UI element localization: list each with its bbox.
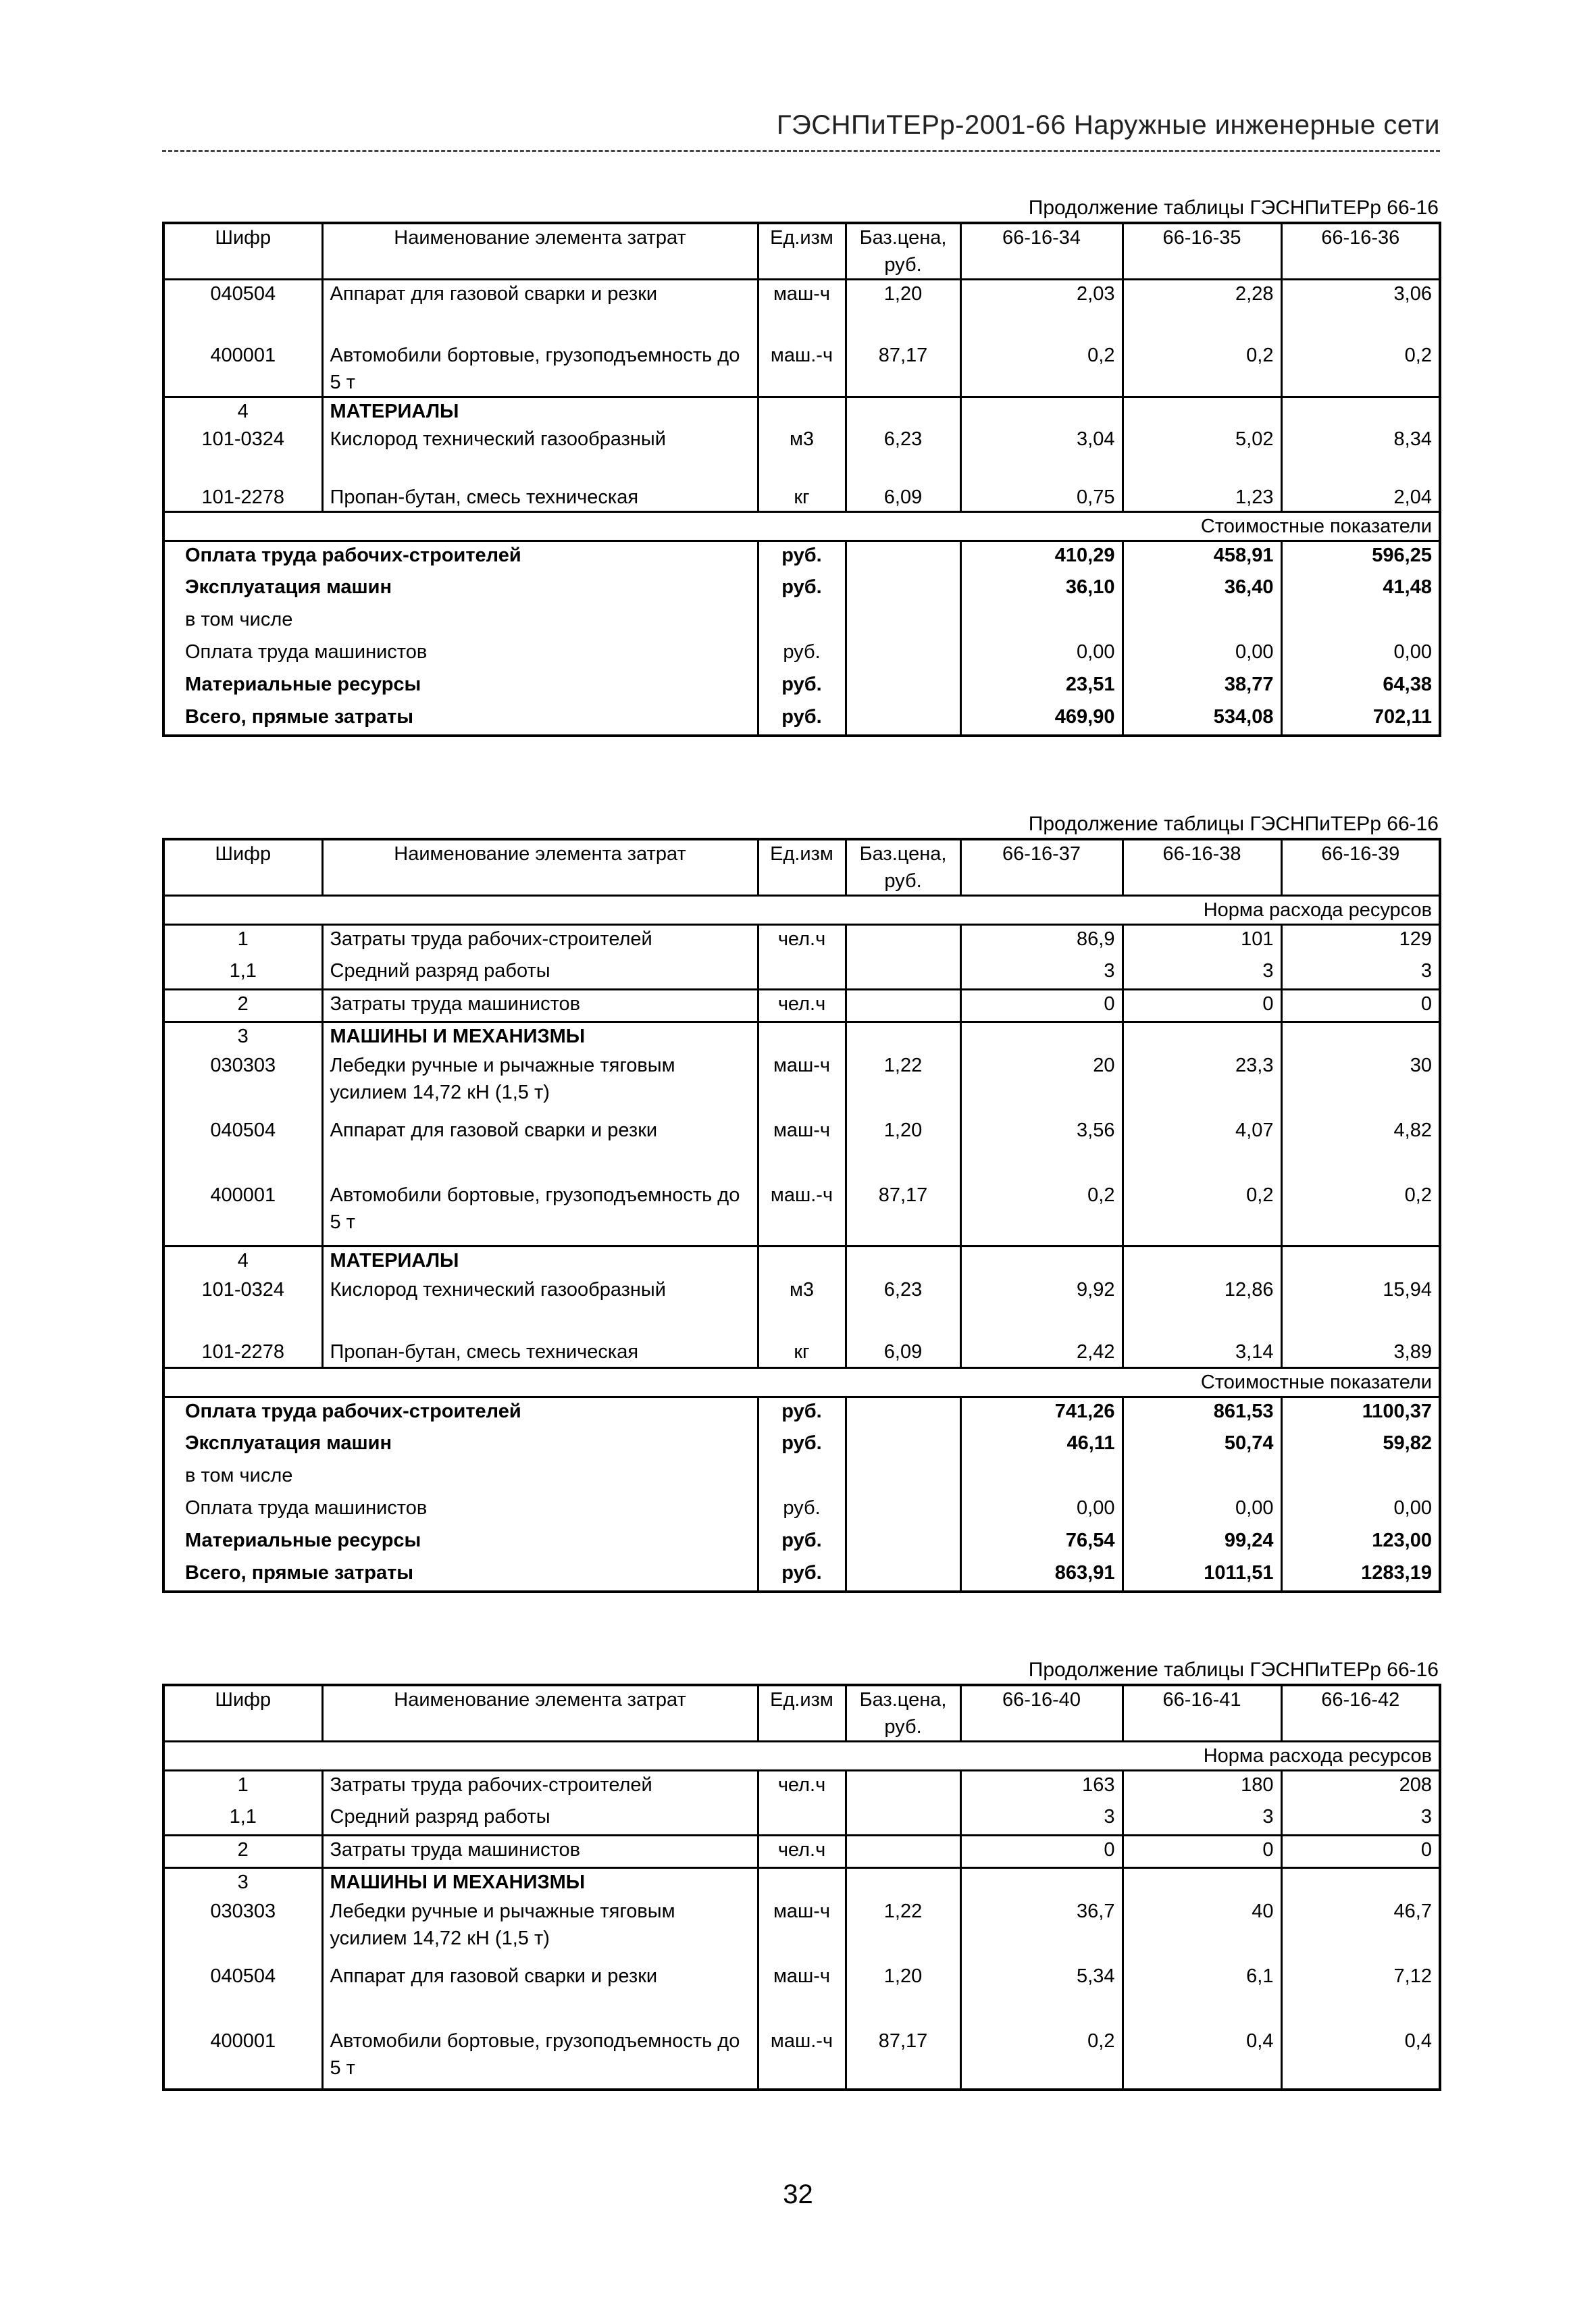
row-price: 1,20 — [846, 1117, 960, 1182]
table-row — [163, 327, 1440, 397]
table-row — [163, 2028, 1440, 2090]
cost-value-2: 36,40 — [1123, 574, 1281, 606]
col-header-code-1: 66-16-37 — [960, 839, 1123, 896]
section-row-materials — [163, 1247, 1440, 1276]
cost-value-1: 410,29 — [960, 541, 1123, 574]
row-code: 4 — [237, 1250, 249, 1272]
row-unit: м3 — [758, 1276, 846, 1338]
row-name: Аппарат для газовой сварки и резки — [322, 1117, 758, 1182]
row-code: 101-2278 — [163, 1338, 322, 1368]
row-price: 1,22 — [846, 1898, 960, 1963]
row-value-2: 5,02 — [1123, 426, 1281, 484]
row-name: МАТЕРИАЛЫ — [322, 397, 758, 426]
row-value-2: 3 — [1123, 1803, 1281, 1836]
table-row — [163, 280, 1440, 327]
row-code: 400001 — [210, 2030, 276, 2052]
col-header-code-2: 66-16-41 — [1123, 1685, 1281, 1742]
col-header-name: Наименование элемента затрат — [322, 1685, 758, 1742]
cost-unit: руб. — [758, 1559, 846, 1592]
table-row — [163, 1182, 1440, 1247]
table-row — [163, 426, 1440, 484]
row-price: 87,17 — [846, 327, 960, 397]
row-value-1: 3,04 — [960, 426, 1123, 484]
cost-value-1: 0,00 — [960, 638, 1123, 671]
cost-value-2: 0,00 — [1123, 1494, 1281, 1527]
cost-value-3: 596,25 — [1281, 541, 1440, 574]
row-value-2: 0,2 — [1123, 327, 1281, 397]
row-value-3: 0,2 — [1281, 1182, 1440, 1247]
row-value-2: 0 — [1123, 1836, 1281, 1868]
row-price: 6,23 — [846, 1276, 960, 1338]
row-name: Пропан-бутан, смесь техническая — [322, 484, 758, 512]
cost-value-1: 0,00 — [960, 1494, 1123, 1527]
row-code: 1,1 — [163, 1803, 322, 1836]
cost-label: Всего, прямые затраты — [185, 1561, 414, 1584]
row-value-3: 7,12 — [1281, 1963, 1440, 2028]
cost-value-2: 0,00 — [1123, 638, 1281, 671]
col-header-code-2: 66-16-35 — [1123, 223, 1281, 280]
row-value-3: 46,7 — [1281, 1898, 1440, 1963]
row-code: 101-0324 — [201, 1278, 285, 1301]
cost-label: в том числе — [185, 1464, 293, 1486]
cost-indicators-label-row — [163, 512, 1440, 541]
row-value-1: 86,9 — [960, 925, 1123, 957]
row-value-2: 1,23 — [1123, 484, 1281, 512]
row-value-3: 3,89 — [1281, 1338, 1440, 1368]
row-code: 030303 — [210, 1900, 276, 1922]
cost-unit: руб. — [758, 638, 846, 671]
row-unit: маш.-ч — [758, 1182, 846, 1247]
table-header-row — [163, 223, 1440, 280]
row-unit: маш-ч — [758, 1963, 846, 2028]
col-header-code-3: 66-16-39 — [1281, 839, 1440, 896]
row-code: 040504 — [210, 1965, 276, 1987]
cost-value-3: 123,00 — [1281, 1527, 1440, 1559]
row-code: 101-0324 — [201, 428, 285, 450]
table-row — [163, 1338, 1440, 1368]
row-unit: чел.ч — [758, 925, 846, 957]
cost-label: Оплата труда машинистов — [185, 640, 428, 663]
col-header-code: Шифр — [163, 223, 322, 280]
section-row-machines — [163, 1022, 1440, 1052]
row-unit: чел.ч — [758, 1771, 846, 1803]
resource-table-1 — [162, 222, 1441, 737]
cost-row — [163, 1494, 1440, 1527]
row-value-2: 0,4 — [1123, 2028, 1281, 2090]
row-value-1: 9,92 — [960, 1276, 1123, 1338]
row-unit: чел.ч — [758, 990, 846, 1022]
resource-table-3 — [162, 1684, 1441, 2091]
table-block-2 — [162, 811, 1439, 1593]
row-value-1: 36,7 — [960, 1898, 1123, 1963]
row-value-3: 2,04 — [1281, 484, 1440, 512]
row-name: Пропан-бутан, смесь техническая — [322, 1338, 758, 1368]
row-price: 6,09 — [846, 484, 960, 512]
cost-row — [163, 1559, 1440, 1592]
row-code: 400001 — [163, 327, 322, 397]
row-price: 87,17 — [846, 1182, 960, 1247]
row-name: Затраты труда рабочих-строителей — [322, 925, 758, 957]
row-value-1: 0 — [960, 1836, 1123, 1868]
row-value-2: 3 — [1123, 957, 1281, 990]
row-value-3: 3 — [1281, 1803, 1440, 1836]
row-value-3: 15,94 — [1281, 1276, 1440, 1338]
row-unit: маш-ч — [758, 1898, 846, 1963]
cost-value-2: 38,77 — [1123, 671, 1281, 703]
resource-norm-label: Норма расхода ресурсов — [163, 896, 1440, 925]
cost-value-1: 469,90 — [960, 703, 1123, 736]
table-row — [163, 1117, 1440, 1182]
table-row — [163, 957, 1440, 990]
cost-unit: руб. — [758, 1397, 846, 1430]
row-value-3: 0,2 — [1281, 327, 1440, 397]
cost-value-3: 1283,19 — [1281, 1559, 1440, 1592]
col-header-unit: Ед.изм — [758, 223, 846, 280]
row-name: Лебедки ручные и рычажные тяговым усилием 14,72 кН (1,5 т) — [322, 1898, 758, 1963]
row-value-1: 163 — [960, 1771, 1123, 1803]
row-code: 3 — [237, 1026, 249, 1047]
row-value-2: 0 — [1123, 990, 1281, 1022]
row-code: 1,1 — [163, 957, 322, 990]
cost-row — [163, 541, 1440, 574]
row-code: 2 — [163, 990, 322, 1022]
row-name: Автомобили бортовые, грузоподъемность до 5 т — [322, 1182, 758, 1247]
row-value-2: 180 — [1123, 1771, 1281, 1803]
row-name: Средний разряд работы — [322, 1803, 758, 1836]
row-price: 87,17 — [846, 2028, 960, 2090]
resource-table-2 — [162, 838, 1441, 1593]
table-row — [163, 1898, 1440, 1963]
row-name: Автомобили бортовые, грузоподъемность до 5 т — [322, 2028, 758, 2090]
row-name: МАШИНЫ И МЕХАНИЗМЫ — [322, 1022, 758, 1052]
row-value-1: 3 — [960, 957, 1123, 990]
row-value-2: 12,86 — [1123, 1276, 1281, 1338]
cost-value-2: 534,08 — [1123, 703, 1281, 736]
cost-row — [163, 1397, 1440, 1430]
table-row — [163, 1052, 1440, 1117]
row-code: 1 — [237, 1774, 249, 1796]
cost-row — [163, 606, 1440, 638]
row-price: 1,22 — [846, 1052, 960, 1117]
table-row — [163, 1803, 1440, 1836]
col-header-code-3: 66-16-42 — [1281, 1685, 1440, 1742]
cost-label: в том числе — [185, 608, 293, 630]
row-value-3: 8,34 — [1281, 426, 1440, 484]
cost-row — [163, 671, 1440, 703]
row-value-3: 208 — [1281, 1771, 1440, 1803]
resource-norm-label: Норма расхода ресурсов — [163, 1742, 1440, 1771]
row-value-2: 40 — [1123, 1898, 1281, 1963]
table-row — [163, 484, 1440, 512]
col-header-code-3: 66-16-36 — [1281, 223, 1440, 280]
cost-label: Эксплуатация машин — [185, 1432, 392, 1454]
cost-unit: руб. — [758, 671, 846, 703]
row-code: 400001 — [163, 1182, 322, 1247]
row-unit: чел.ч — [758, 1836, 846, 1868]
cost-value-3: 702,11 — [1281, 703, 1440, 736]
cost-indicators-label: Стоимостные показатели — [163, 1368, 1440, 1397]
cost-label: Материальные ресурсы — [185, 673, 421, 695]
row-name: МАТЕРИАЛЫ — [322, 1247, 758, 1276]
row-value-3: 129 — [1281, 925, 1440, 957]
row-name: Средний разряд работы — [322, 957, 758, 990]
cost-value-1: 76,54 — [960, 1527, 1123, 1559]
col-header-unit: Ед.изм — [758, 1685, 846, 1742]
col-header-name: Наименование элемента затрат — [322, 839, 758, 896]
row-name: Аппарат для газовой сварки и резки — [322, 1963, 758, 2028]
cost-value-1: 741,26 — [960, 1397, 1123, 1430]
row-value-2: 6,1 — [1123, 1963, 1281, 2028]
cost-value-3: 41,48 — [1281, 574, 1440, 606]
col-header-code-1: 66-16-40 — [960, 1685, 1123, 1742]
cost-value-2: 861,53 — [1123, 1397, 1281, 1430]
row-name: Кислород технический газообразный — [322, 1276, 758, 1338]
cost-row — [163, 638, 1440, 671]
row-value-3: 3,06 — [1281, 280, 1440, 327]
cost-label: Эксплуатация машин — [185, 576, 392, 598]
row-name: Лебедки ручные и рычажные тяговым усилием 14,72 кН (1,5 т) — [322, 1052, 758, 1117]
page-header-title: ГЭСНПиТЕРр-2001-66 Наружные инженерные сети — [776, 110, 1440, 140]
cost-row — [163, 703, 1440, 736]
row-name: Автомобили бортовые, грузоподъемность до 5 т — [322, 327, 758, 397]
row-unit: маш-ч — [758, 280, 846, 327]
table-row — [163, 1276, 1440, 1338]
cost-unit: руб. — [758, 1430, 846, 1462]
row-unit: маш-ч — [758, 1052, 846, 1117]
row-value-2: 4,07 — [1123, 1117, 1281, 1182]
cost-label: Всего, прямые затраты — [185, 705, 414, 728]
cost-label: Оплата труда рабочих-строителей — [185, 545, 521, 566]
cost-indicators-label-row — [163, 1368, 1440, 1397]
row-price: 1,20 — [846, 280, 960, 327]
cost-row — [163, 574, 1440, 606]
cost-row — [163, 1527, 1440, 1559]
row-value-2: 2,28 — [1123, 280, 1281, 327]
row-value-1: 0,2 — [960, 1182, 1123, 1247]
cost-value-3: 1100,37 — [1281, 1397, 1440, 1430]
resource-norm-label-row — [163, 896, 1440, 925]
cost-value-1: 36,10 — [960, 574, 1123, 606]
cost-indicators-label: Стоимостные показатели — [163, 512, 1440, 541]
cost-label: Материальные ресурсы — [185, 1529, 421, 1551]
row-value-2: 23,3 — [1123, 1052, 1281, 1117]
cost-row — [163, 1462, 1440, 1494]
cost-unit: руб. — [758, 541, 846, 574]
table-row — [163, 1836, 1440, 1868]
row-code: 1 — [237, 928, 249, 950]
row-price: 6,23 — [846, 426, 960, 484]
row-name: Затраты труда машинистов — [322, 990, 758, 1022]
row-value-1: 3,56 — [960, 1117, 1123, 1182]
col-header-price: Баз.цена, руб. — [846, 1685, 960, 1742]
cost-label: Оплата труда машинистов — [185, 1496, 428, 1519]
row-name: Затраты труда рабочих-строителей — [322, 1771, 758, 1803]
cost-value-2: 99,24 — [1123, 1527, 1281, 1559]
cost-value-2: 50,74 — [1123, 1430, 1281, 1462]
cost-value-2: 458,91 — [1123, 541, 1281, 574]
row-code: 101-2278 — [163, 484, 322, 512]
cost-row — [163, 1430, 1440, 1462]
row-code: 4 — [237, 401, 249, 422]
cost-unit: руб. — [758, 703, 846, 736]
row-value-1: 3 — [960, 1803, 1123, 1836]
header-rule — [162, 150, 1440, 152]
row-unit: маш.-ч — [758, 2028, 846, 2090]
table-header-row — [163, 1685, 1440, 1742]
row-code: 2 — [163, 1836, 322, 1868]
section-row-machines — [163, 1868, 1440, 1898]
cost-value-1: 863,91 — [960, 1559, 1123, 1592]
row-unit: маш.-ч — [758, 327, 846, 397]
cost-unit: руб. — [758, 1527, 846, 1559]
col-header-code-2: 66-16-38 — [1123, 839, 1281, 896]
resource-norm-label-row — [163, 1742, 1440, 1771]
row-value-1: 0,75 — [960, 484, 1123, 512]
row-value-3: 0 — [1281, 1836, 1440, 1868]
col-header-code: Шифр — [163, 1685, 322, 1742]
row-name: Кислород технический газообразный — [322, 426, 758, 484]
row-value-1: 2,42 — [960, 1338, 1123, 1368]
col-header-code: Шифр — [163, 839, 322, 896]
row-code: 040504 — [210, 1119, 276, 1141]
row-value-2: 0,2 — [1123, 1182, 1281, 1247]
section-row-materials — [163, 397, 1440, 426]
row-value-1: 2,03 — [960, 280, 1123, 327]
row-value-1: 0,2 — [960, 327, 1123, 397]
col-header-price: Баз.цена, руб. — [846, 223, 960, 280]
col-header-price: Баз.цена, руб. — [846, 839, 960, 896]
col-header-code-1: 66-16-34 — [960, 223, 1123, 280]
row-value-1: 20 — [960, 1052, 1123, 1117]
row-value-3: 0,4 — [1281, 2028, 1440, 2090]
table-block-3 — [162, 1657, 1439, 2091]
row-value-2: 101 — [1123, 925, 1281, 957]
row-name: МАШИНЫ И МЕХАНИЗМЫ — [322, 1868, 758, 1898]
table-row — [163, 990, 1440, 1022]
row-unit: маш-ч — [758, 1117, 846, 1182]
cost-unit: руб. — [758, 1494, 846, 1527]
cost-value-3: 0,00 — [1281, 638, 1440, 671]
row-price: 1,20 — [846, 1963, 960, 2028]
row-value-3: 0 — [1281, 990, 1440, 1022]
table-block-1 — [162, 195, 1439, 737]
row-value-3: 3 — [1281, 957, 1440, 990]
cost-value-3: 64,38 — [1281, 671, 1440, 703]
page-number: 32 — [783, 2180, 813, 2209]
cost-value-2: 1011,51 — [1123, 1559, 1281, 1592]
cost-value-3: 59,82 — [1281, 1430, 1440, 1462]
row-price: 6,09 — [846, 1338, 960, 1368]
row-unit: кг — [758, 484, 846, 512]
table-row — [163, 925, 1440, 957]
row-code: 030303 — [210, 1054, 276, 1076]
row-name: Аппарат для газовой сварки и резки — [322, 280, 758, 327]
row-value-1: 0,2 — [960, 2028, 1123, 2090]
row-value-3: 4,82 — [1281, 1117, 1440, 1182]
table-continuation-caption: Продолжение таблицы ГЭСНПиТЕРр 66-16 — [1028, 1659, 1439, 1681]
cost-value-3: 0,00 — [1281, 1494, 1440, 1527]
cost-value-1: 23,51 — [960, 671, 1123, 703]
row-value-2: 3,14 — [1123, 1338, 1281, 1368]
row-unit: м3 — [758, 426, 846, 484]
row-value-1: 5,34 — [960, 1963, 1123, 2028]
row-value-1: 0 — [960, 990, 1123, 1022]
table-row — [163, 1963, 1440, 2028]
col-header-name: Наименование элемента затрат — [322, 223, 758, 280]
cost-label: Оплата труда рабочих-строителей — [185, 1401, 521, 1422]
row-name: Затраты труда машинистов — [322, 1836, 758, 1868]
row-unit: кг — [758, 1338, 846, 1368]
cost-unit: руб. — [758, 574, 846, 606]
table-header-row — [163, 839, 1440, 896]
row-code: 3 — [237, 1871, 249, 1893]
row-value-3: 30 — [1281, 1052, 1440, 1117]
table-continuation-caption: Продолжение таблицы ГЭСНПиТЕРр 66-16 — [1028, 197, 1439, 219]
col-header-unit: Ед.изм — [758, 839, 846, 896]
cost-value-1: 46,11 — [960, 1430, 1123, 1462]
row-code: 040504 — [210, 283, 276, 305]
table-row — [163, 1771, 1440, 1803]
table-continuation-caption: Продолжение таблицы ГЭСНПиТЕРр 66-16 — [1028, 813, 1439, 835]
